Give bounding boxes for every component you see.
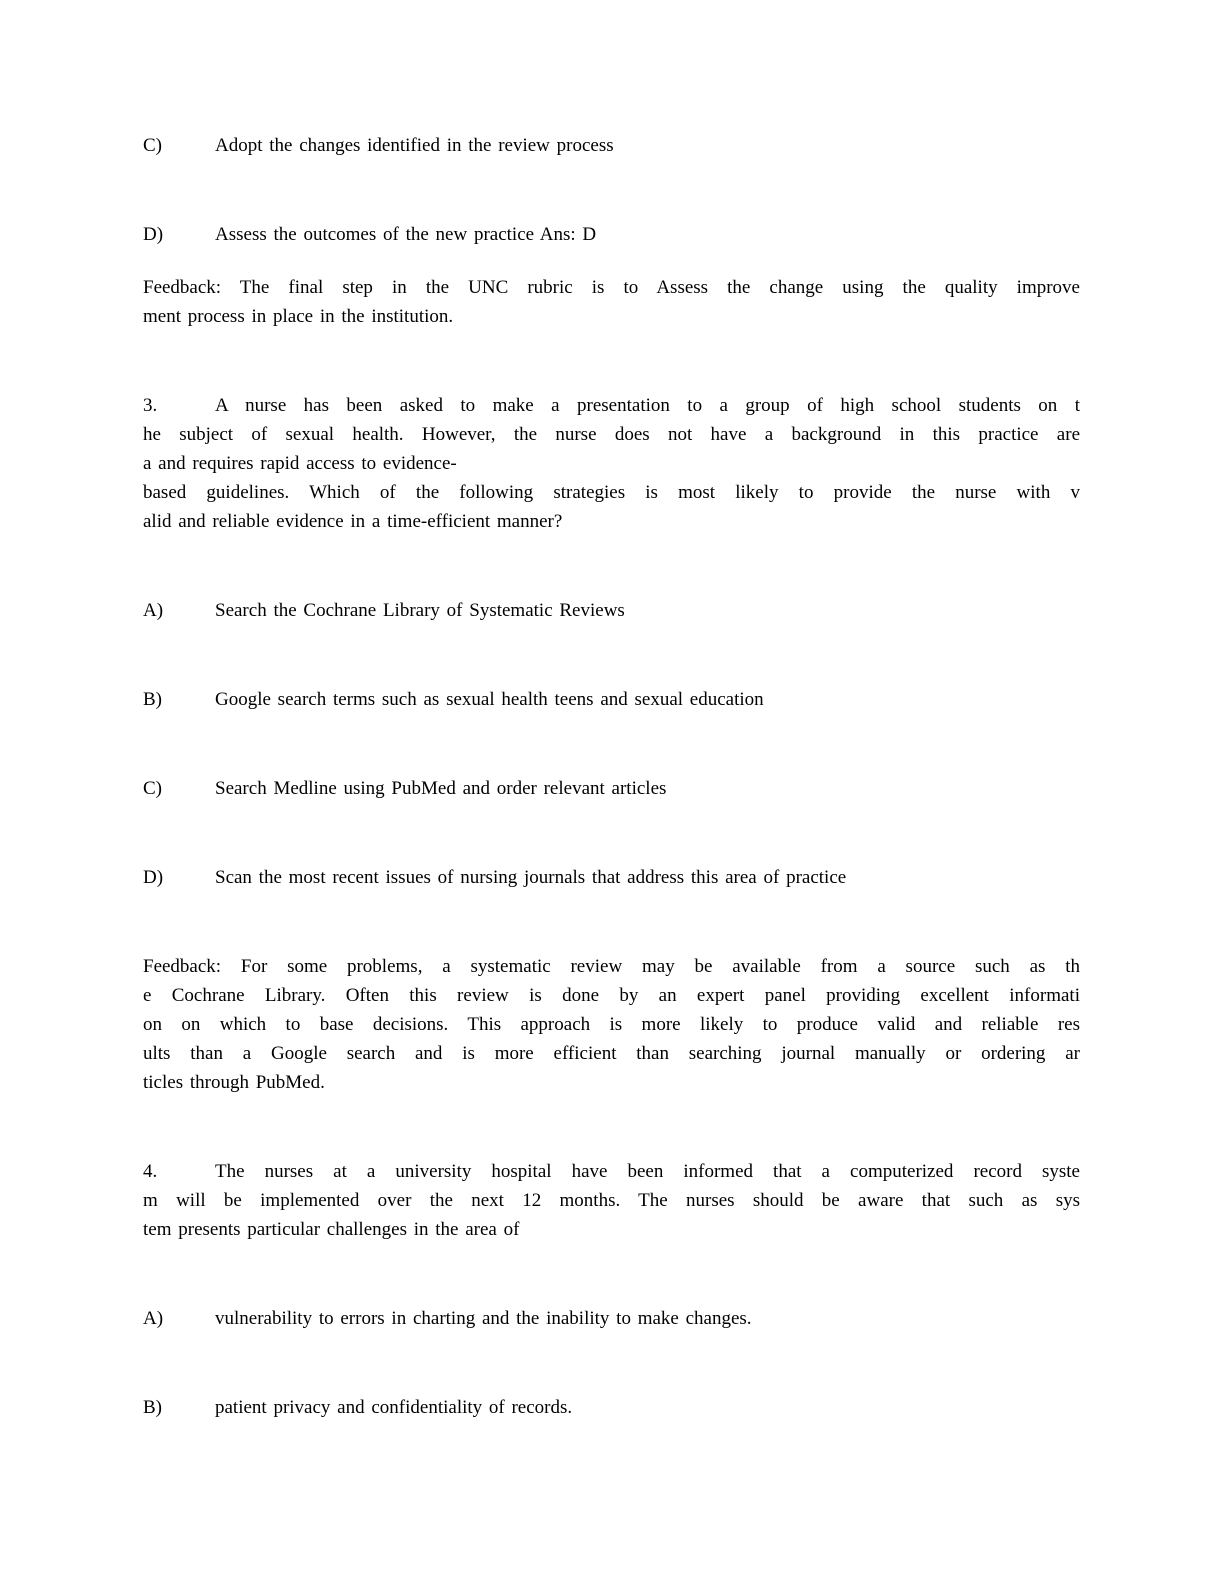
answer-option bbox=[143, 685, 1080, 714]
option-text: Assess the outcomes of the new practice Ans: D bbox=[215, 224, 597, 245]
question-paragraph bbox=[143, 1157, 1080, 1244]
feedback-line: on on which to base decisions. This approach is more likely to produce valid and reliable res bbox=[143, 1014, 1080, 1035]
answer-option bbox=[143, 131, 1080, 160]
question-line: m will be implemented over the next 12 months. The nurses should be aware that such as sys bbox=[143, 1190, 1080, 1211]
answer-option bbox=[143, 774, 1080, 803]
option-text: Scan the most recent issues of nursing journals that address this area of practice bbox=[215, 867, 847, 888]
option-label: C) bbox=[143, 135, 162, 156]
feedback-line: ment process in place in the institution. bbox=[143, 306, 454, 327]
question-line: a and requires rapid access to evidence- bbox=[143, 453, 457, 474]
option-text: vulnerability to errors in charting and the inability to make changes. bbox=[215, 1308, 752, 1329]
question-line: The nurses at a university hospital have been informed that a computerized record syste bbox=[215, 1161, 1080, 1182]
question-line: A nurse has been asked to make a presentation to a group of high school students on t bbox=[215, 395, 1080, 416]
feedback-line: e Cochrane Library. Often this review is done by an expert panel providing excellent informati bbox=[143, 985, 1080, 1006]
answer-option bbox=[143, 220, 1080, 249]
option-label: D) bbox=[143, 224, 164, 245]
option-text: Google search terms such as sexual health teens and sexual education bbox=[215, 689, 764, 710]
option-label: B) bbox=[143, 689, 162, 710]
feedback-paragraph bbox=[143, 273, 1080, 331]
question-line: he subject of sexual health. However, the nurse does not have a background in this practice are bbox=[143, 424, 1080, 445]
question-line: alid and reliable evidence in a time-efficient manner? bbox=[143, 511, 563, 532]
feedback-line: ults than a Google search and is more efficient than searching journal manually or ordering ar bbox=[143, 1043, 1080, 1064]
question-number: 4. bbox=[143, 1161, 158, 1182]
feedback-line: Feedback: The final step in the UNC rubric is to Assess the change using the quality improve bbox=[143, 277, 1080, 298]
option-label: D) bbox=[143, 867, 164, 888]
option-text: Adopt the changes identified in the review process bbox=[215, 135, 614, 156]
question-number: 3. bbox=[143, 395, 158, 416]
answer-option bbox=[143, 1393, 1080, 1422]
option-label: A) bbox=[143, 1308, 164, 1329]
feedback-line: ticles through PubMed. bbox=[143, 1072, 325, 1093]
answer-option bbox=[143, 863, 1080, 892]
option-label: B) bbox=[143, 1397, 162, 1418]
question-paragraph bbox=[143, 391, 1080, 536]
question-line: based guidelines. Which of the following strategies is most likely to provide the nurse with v bbox=[143, 482, 1080, 503]
option-label: C) bbox=[143, 778, 162, 799]
answer-option bbox=[143, 596, 1080, 625]
question-line: tem presents particular challenges in the area of bbox=[143, 1219, 520, 1240]
option-text: patient privacy and confidentiality of records. bbox=[215, 1397, 573, 1418]
feedback-line: Feedback: For some problems, a systematic review may be available from a source such as th bbox=[143, 956, 1080, 977]
answer-option bbox=[143, 1304, 1080, 1333]
option-text: Search Medline using PubMed and order relevant articles bbox=[215, 778, 667, 799]
option-text: Search the Cochrane Library of Systematic Reviews bbox=[215, 600, 625, 621]
option-label: A) bbox=[143, 600, 164, 621]
feedback-paragraph bbox=[143, 952, 1080, 1097]
